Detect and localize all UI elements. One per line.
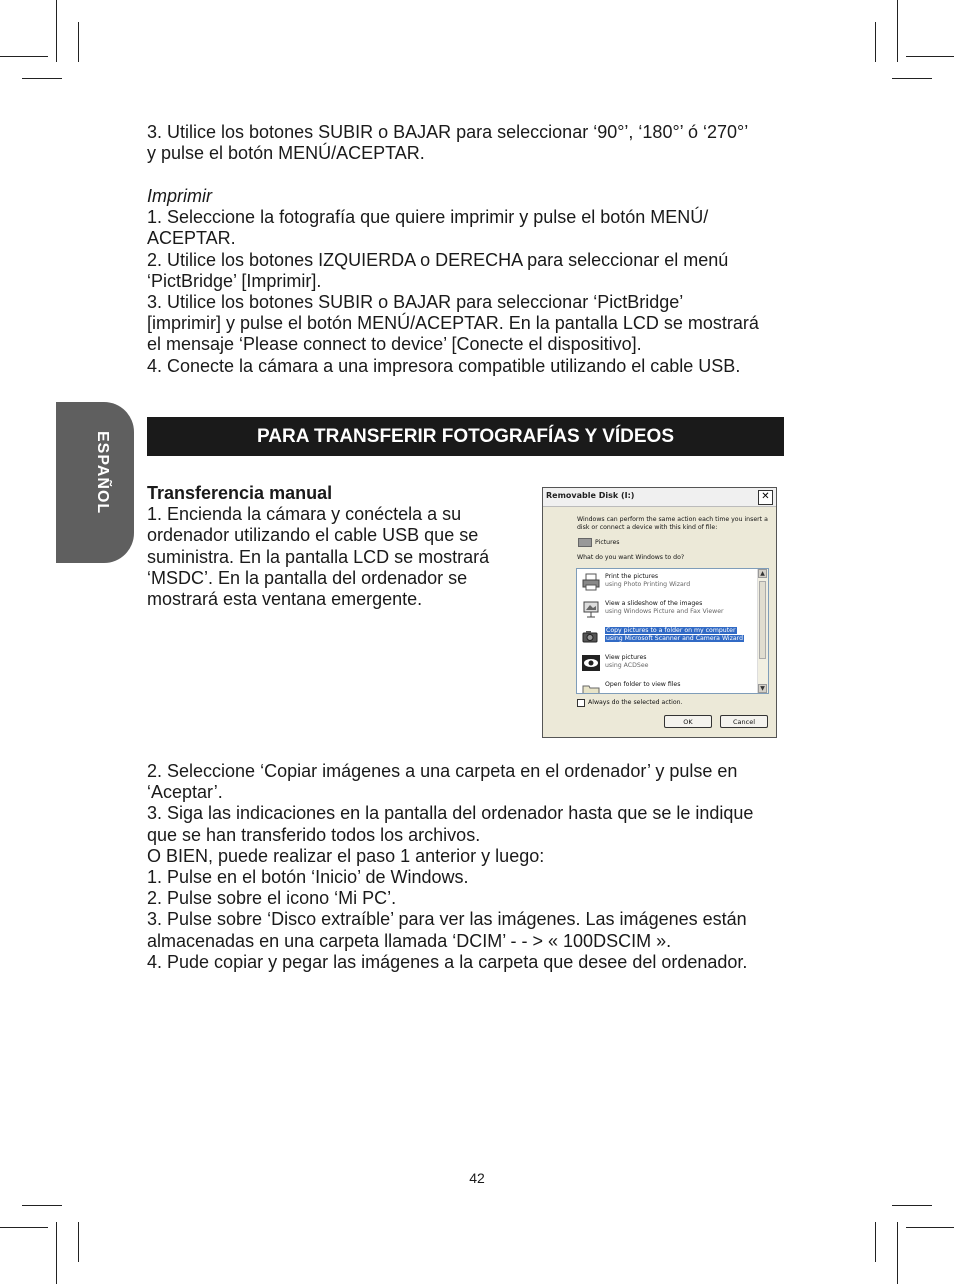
text-line: y pulse el botón MENÚ/ACEPTAR.	[147, 143, 425, 164]
intro-step-text	[147, 122, 787, 164]
crop-mark	[56, 1222, 57, 1284]
dialog-intro-text: Windows can perform the same action each time you insert a disk or connect a device with this kind of file:	[577, 516, 768, 531]
option-title: View pictures	[605, 654, 647, 661]
crop-mark	[892, 1205, 932, 1206]
text-line: ‘PictBridge’ [Imprimir].	[147, 270, 322, 291]
pictures-icon	[578, 538, 592, 547]
text-line: 4. Conecte la cámara a una impresora compatible utilizando el cable USB.	[147, 355, 741, 376]
language-label: ESPAÑOL	[94, 431, 111, 515]
text-line: ‘Aceptar’.	[147, 782, 223, 803]
text-line: que se han transferido todos los archivos.	[147, 824, 481, 845]
transfer-steps	[147, 761, 787, 973]
crop-mark	[78, 22, 79, 62]
action-option-view[interactable]	[579, 652, 759, 674]
checkbox-label: Always do the selected action.	[588, 699, 683, 706]
camera-icon	[581, 626, 601, 646]
ok-button[interactable]: OK	[664, 715, 712, 728]
autoplay-dialog	[542, 487, 777, 738]
crop-mark	[875, 22, 876, 62]
cancel-button[interactable]: Cancel	[720, 715, 768, 728]
section-title-bar	[147, 417, 784, 456]
text-line: 3. Siga las indicaciones en la pantalla del ordenador hasta que se le indique	[147, 803, 754, 824]
text-line: 1. Seleccione la fotografía que quiere imprimir y pulse el botón MENÚ/	[147, 207, 709, 228]
dialog-title: Removable Disk (I:)	[546, 491, 635, 500]
crop-mark	[897, 0, 898, 62]
option-title: Open folder to view files	[605, 681, 681, 688]
crop-mark	[78, 1222, 79, 1262]
crop-mark	[897, 1222, 898, 1284]
print-heading: Imprimir	[147, 186, 212, 206]
crop-mark	[892, 78, 932, 79]
text-line: suministra. En la pantalla LCD se mostrará	[147, 546, 490, 567]
text-line: el mensaje ‘Please connect to device’ [Conecte el dispositivo].	[147, 334, 642, 355]
option-subtitle: using Microsoft Scanner and Camera Wizard	[606, 635, 744, 642]
action-option-print[interactable]	[579, 571, 759, 593]
text-line: 4. Pude copiar y pegar las imágenes a la carpeta que desee del ordenador.	[147, 951, 748, 972]
option-subtitle: using ACDSee	[605, 662, 649, 669]
page-number: 42	[469, 1170, 485, 1186]
printer-icon	[581, 572, 601, 592]
list-scrollbar[interactable]	[757, 569, 768, 693]
always-do-checkbox[interactable]	[577, 699, 585, 707]
scroll-up-icon[interactable]: ▲	[758, 569, 767, 578]
text-line: almacenadas en una carpeta llamada ‘DCIM’ - - > « 100DSCIM ».	[147, 930, 672, 951]
transfer-heading: Transferencia manual	[147, 483, 333, 503]
text-line: 1. Encienda la cámara y conéctela a su	[147, 504, 462, 525]
content-type-label: Pictures	[595, 539, 620, 546]
text-line: ACEPTAR.	[147, 228, 236, 249]
action-list	[576, 568, 769, 694]
crop-mark	[906, 56, 954, 57]
text-line: 3. Utilice los botones SUBIR o BAJAR para seleccionar ‘PictBridge’	[147, 292, 684, 313]
scroll-down-icon[interactable]: ▼	[758, 684, 767, 693]
scroll-thumb[interactable]	[759, 581, 766, 659]
text-line: 1. Pulse en el botón ‘Inicio’ de Windows.	[147, 867, 469, 888]
crop-mark	[56, 0, 57, 62]
section-title: PARA TRANSFERIR FOTOGRAFÍAS Y VÍDEOS	[257, 425, 674, 447]
action-option-open-folder[interactable]	[579, 679, 759, 694]
option-subtitle: using Windows Picture and Fax Viewer	[605, 608, 724, 615]
close-icon[interactable]: ✕	[758, 490, 773, 505]
crop-mark	[875, 1222, 876, 1262]
action-option-slideshow[interactable]	[579, 598, 759, 620]
crop-mark	[22, 78, 62, 79]
option-title: View a slideshow of the images	[605, 600, 703, 607]
text-line: mostrará esta ventana emergente.	[147, 589, 423, 610]
text-line: 2. Seleccione ‘Copiar imágenes a una carpeta en el ordenador’ y pulse en	[147, 761, 738, 781]
transfer-section	[147, 483, 517, 610]
text-line: 2. Utilice los botones IZQUIERDA o DERECHA para seleccionar el menú	[147, 249, 729, 270]
text-line: 3. Utilice los botones SUBIR o BAJAR para seleccionar ‘90°’, ‘180°’ ó ‘270°’	[147, 122, 749, 142]
print-section	[147, 186, 787, 377]
action-option-copy[interactable]	[579, 625, 759, 647]
text-line: [imprimir] y pulse el botón MENÚ/ACEPTAR. En la pantalla LCD se mostrará	[147, 313, 759, 334]
option-title: Print the pictures	[605, 573, 659, 580]
crop-mark	[0, 1227, 48, 1228]
option-subtitle: using Photo Printing Wizard	[605, 581, 691, 588]
text-line: 2. Pulse sobre el icono ‘Mi PC’.	[147, 888, 397, 909]
text-line: 3. Pulse sobre ‘Disco extraíble’ para ver las imágenes. Las imágenes están	[147, 909, 747, 930]
crop-mark	[906, 1227, 954, 1228]
option-title: Copy pictures to a folder on my computer	[606, 627, 736, 634]
dialog-title-bar	[543, 488, 776, 507]
text-line: ‘MSDC’. En la pantalla del ordenador se	[147, 567, 468, 588]
crop-mark	[22, 1205, 62, 1206]
text-line: O BIEN, puede realizar el paso 1 anterior y luego:	[147, 845, 545, 866]
eye-icon	[581, 653, 601, 673]
text-line: ordenador utilizando el cable USB que se	[147, 525, 479, 546]
folder-icon	[581, 680, 601, 694]
slideshow-icon	[581, 599, 601, 619]
dialog-question: What do you want Windows to do?	[577, 554, 685, 561]
crop-mark	[0, 56, 48, 57]
